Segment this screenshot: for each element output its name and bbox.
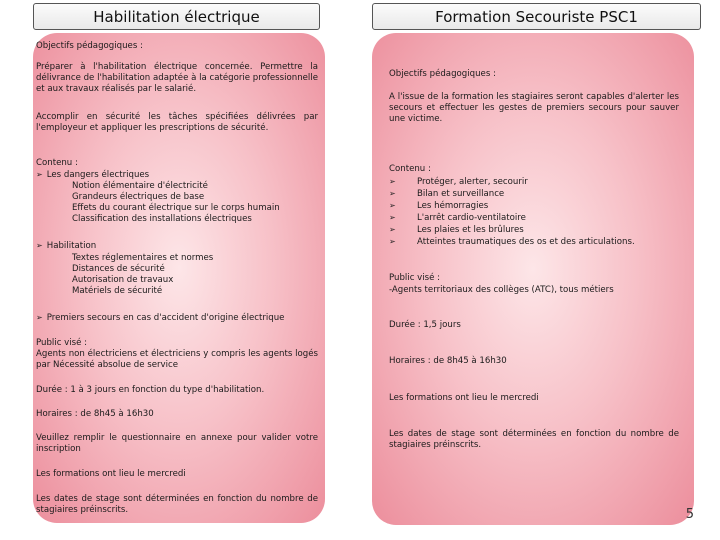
left-title: Habilitation électrique: [33, 3, 320, 30]
left-objectifs-label: Objectifs pédagogiques :: [36, 41, 143, 51]
list-item: Notion élémentaire d'électricité: [72, 181, 208, 191]
left-lieu: Les formations ont lieu le mercredi: [36, 469, 186, 479]
left-section2-heading: [36, 240, 96, 252]
section1-heading-label: Les dangers électriques: [46, 170, 150, 180]
right-duree: Durée : 1,5 jours: [389, 320, 461, 330]
right-contenu-list: [389, 176, 635, 248]
left-section1-heading: [36, 169, 149, 181]
right-lieu: Les formations ont lieu le mercredi: [389, 393, 539, 403]
left-questionnaire: Veuillez remplir le questionnaire en annexe pour valider votre inscription: [36, 433, 318, 454]
list-item: Grandeurs électriques de base: [72, 192, 205, 202]
right-horaires: Horaires : de 8h45 à 16h30: [389, 356, 507, 366]
arrow-bullet-icon: ➢: [389, 177, 396, 186]
list-item: Matériels de sécurité: [72, 286, 163, 296]
arrow-bullet-icon: ➢: [36, 313, 43, 322]
list-item: Autorisation de travaux: [72, 275, 174, 285]
left-public-text: Agents non électriciens et électriciens y compris les agents logés par Nécessité absolue de service: [36, 349, 318, 370]
right-contenu-label: Contenu :: [389, 164, 431, 174]
arrow-bullet-icon: ➢: [36, 241, 43, 250]
right-objectifs-label: Objectifs pédagogiques :: [389, 69, 496, 79]
list-item: ➢ Protéger, alerter, secourir: [389, 177, 528, 187]
list-item: ➢ L'arrêt cardio-ventilatoire: [389, 213, 526, 223]
arrow-bullet-icon: ➢: [389, 201, 396, 210]
right-public-label: Public visé :: [389, 273, 441, 283]
left-public-label: Public visé :: [36, 338, 88, 348]
arrow-bullet-icon: ➢: [389, 213, 396, 222]
left-dates: Les dates de stage sont déterminées en fonction du nombre de stagiaires préinscrits.: [36, 494, 318, 515]
left-horaires: Horaires : de 8h45 à 16h30: [36, 409, 154, 419]
page-number: 5: [685, 507, 694, 522]
list-item: Distances de sécurité: [72, 264, 165, 274]
arrow-bullet-icon: ➢: [389, 189, 396, 198]
left-section3-heading: [36, 312, 284, 324]
list-item: ➢ Les hémorragies: [389, 201, 489, 211]
arrow-bullet-icon: ➢: [389, 237, 396, 246]
section2-heading-label: Habilitation: [46, 241, 97, 251]
left-duree: Durée : 1 à 3 jours en fonction du type d'habilitation.: [36, 385, 265, 395]
list-item: Textes réglementaires et normes: [72, 253, 214, 263]
list-item: Classification des installations électriques: [72, 214, 252, 224]
right-dates: Les dates de stage sont déterminées en fonction du nombre de stagiaires préinscrits.: [389, 429, 679, 450]
arrow-bullet-icon: ➢: [389, 225, 396, 234]
list-item: ➢ Les plaies et les brûlures: [389, 225, 524, 235]
left-accomplir-text: Accomplir en sécurité les tâches spécifiées délivrées par l'employeur et appliquer les prescriptions de sécurité.: [36, 112, 318, 133]
section3-heading-label: Premiers secours en cas d'accident d'origine électrique: [46, 313, 285, 323]
left-section1-list: [36, 181, 280, 225]
arrow-bullet-icon: ➢: [36, 170, 43, 179]
left-contenu-label: Contenu :: [36, 158, 78, 168]
list-item: Effets du courant électrique sur le corps humain: [72, 203, 280, 213]
right-public-text: -Agents territoriaux des collèges (ATC), tous métiers: [389, 285, 614, 295]
left-section2-list: [36, 253, 213, 297]
right-title: Formation Secouriste PSC1: [372, 3, 701, 30]
right-objectifs-text: A l'issue de la formation les stagiaires seront capables d'alerter les secours et effectuer les gestes de premiers secours pour sauver une victime.: [389, 92, 679, 124]
list-item: ➢ Atteintes traumatiques des os et des articulations.: [389, 237, 635, 247]
list-item: ➢ Bilan et surveillance: [389, 189, 505, 199]
left-objectifs-text: Préparer à l'habilitation électrique concernée. Permettre la délivrance de l'habilitation adaptée à la catégorie professionnelle et aux travaux réalisés par le salarié.: [36, 62, 318, 94]
